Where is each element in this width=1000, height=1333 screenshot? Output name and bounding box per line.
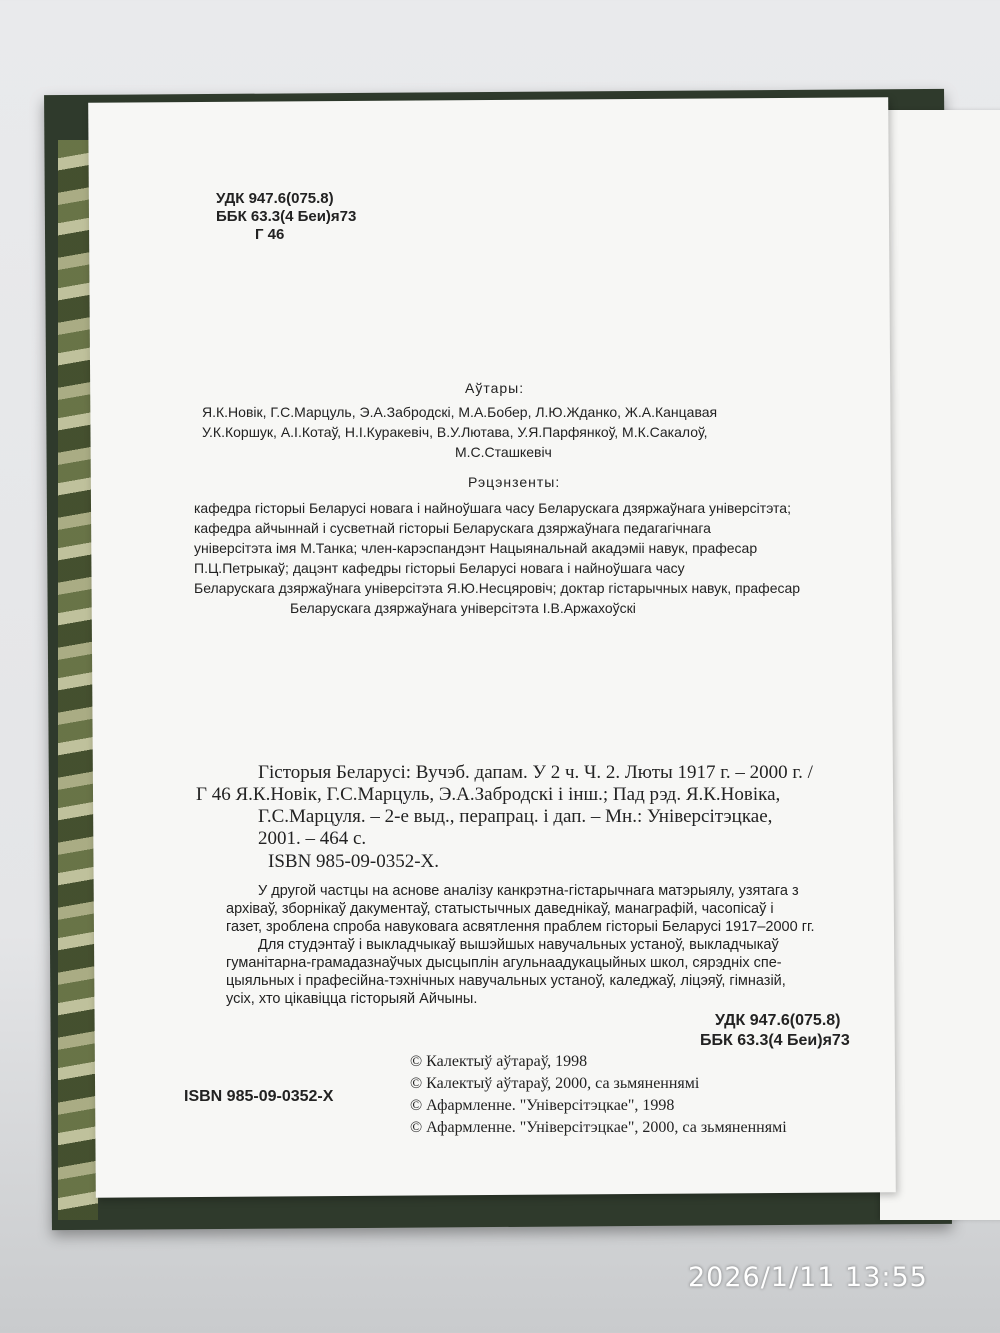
abstract-line: гуманітарна-грамадазнаўчых дысцыплін агульнаадукацыйных школ, сярэдніх спе- (226, 955, 782, 971)
bibliographic-line: Г.С.Марцуля. – 2-е выд., перапрац. і дап. – Мн.: Універсітэцкае, (258, 806, 773, 827)
udc-code: УДК 947.6(075.8) (216, 190, 334, 207)
reviewers-line: Беларускага дзяржаўнага універсітэта Я.Ю.Несцяровіч; доктар гістарычных навук, прафесар (194, 580, 801, 596)
reviewers-heading: Рэцэнзенты: (468, 474, 561, 490)
copyright-line: © Калектыў аўтараў, 2000, са зьмяненнямі (410, 1075, 700, 1092)
reviewers-line: кафедра гісторыі Беларусі новага і найноўшага часу Беларускага дзяржаўнага універсітэта; (194, 500, 791, 516)
facing-page-edge (880, 110, 1000, 1220)
isbn-line: ISBN 985-09-0352-Х. (268, 851, 439, 872)
abstract-line: архіваў, зборнікаў дакументаў, статыстычных даведнікаў, манаграфій, часопісаў і (226, 901, 774, 917)
abstract-line: усіх, хто цікавіцца гісторыяй Айчыны. (226, 991, 478, 1007)
camera-timestamp: 2026/1/11 13:55 (688, 1262, 928, 1293)
copyright-line: © Афармленне. "Універсітэцкае", 2000, са зьмяненнямі (410, 1119, 787, 1136)
reviewers-line: Беларускага дзяржаўнага універсітэта І.В.Аржахоўскі (290, 600, 636, 616)
copyright-line: © Калектыў аўтараў, 1998 (410, 1053, 588, 1070)
authors-heading: Аўтары: (465, 380, 525, 396)
bibliographic-line: Г 46 Я.К.Новік, Г.С.Марцуль, Э.А.Забродскі і інш.; Пад рэд. Я.К.Новіка, (196, 784, 781, 805)
reviewers-line: кафедра айчыннай і сусветнай гісторыі Беларускага дзяржаўнага педагагічнага (194, 520, 711, 536)
bibliographic-line: Гісторыя Беларусі: Вучэб. дапам. У 2 ч. Ч. 2. Люты 1917 г. – 2000 г. / (258, 762, 813, 783)
authors-line: Я.К.Новік, Г.С.Марцуль, Э.А.Забродскі, М.А.Бобер, Л.Ю.Жданко, Ж.А.Канцавая (202, 404, 718, 420)
reviewers-line: П.Ц.Петрыкаў; дацэнт кафедры гісторыі Беларусі новага і найноўшага часу (194, 560, 685, 576)
abstract-line: газет, зроблена спроба навуковага асвятлення праблем гісторыі Беларусі 1917–2000 гг. (226, 919, 815, 935)
bbk-code: ББК 63.3(4 Беи)я73 (216, 208, 357, 225)
abstract-line: У другой частцы на аснове аналізу канкрэтна-гістарычнага матэрыялу, узятага з (258, 883, 799, 899)
abstract-line: цыяльных і прафесійна-тэхнічных навучальных устаноў, каледжаў, ліцэяў, гімназій, (226, 973, 786, 989)
isbn-left: ISBN 985-09-0352-Х (184, 1088, 334, 1105)
bibliographic-line: 2001. – 464 с. (258, 828, 367, 849)
authors-line: У.К.Коршук, А.І.Котаў, Н.І.Куракевіч, В.У.Лютава, У.Я.Парфянкоў, М.К.Сакалоў, (202, 424, 708, 440)
udc-code-right: УДК 947.6(075.8) (715, 1012, 841, 1029)
abstract-line: Для студэнтаў і выкладчыкаў вышэйшых навучальных устаноў, выкладчыкаў (258, 937, 779, 953)
author-mark: Г 46 (255, 226, 285, 243)
authors-line: М.С.Сташкевіч (455, 444, 552, 460)
bbk-code-right: ББК 63.3(4 Беи)я73 (700, 1032, 850, 1049)
copyright-line: © Афармленне. "Універсітэцкае", 1998 (410, 1097, 675, 1114)
reviewers-line: універсітэта імя М.Танка; член-карэспандэнт Нацыянальнай акадэміі навук, прафесар (194, 540, 758, 556)
